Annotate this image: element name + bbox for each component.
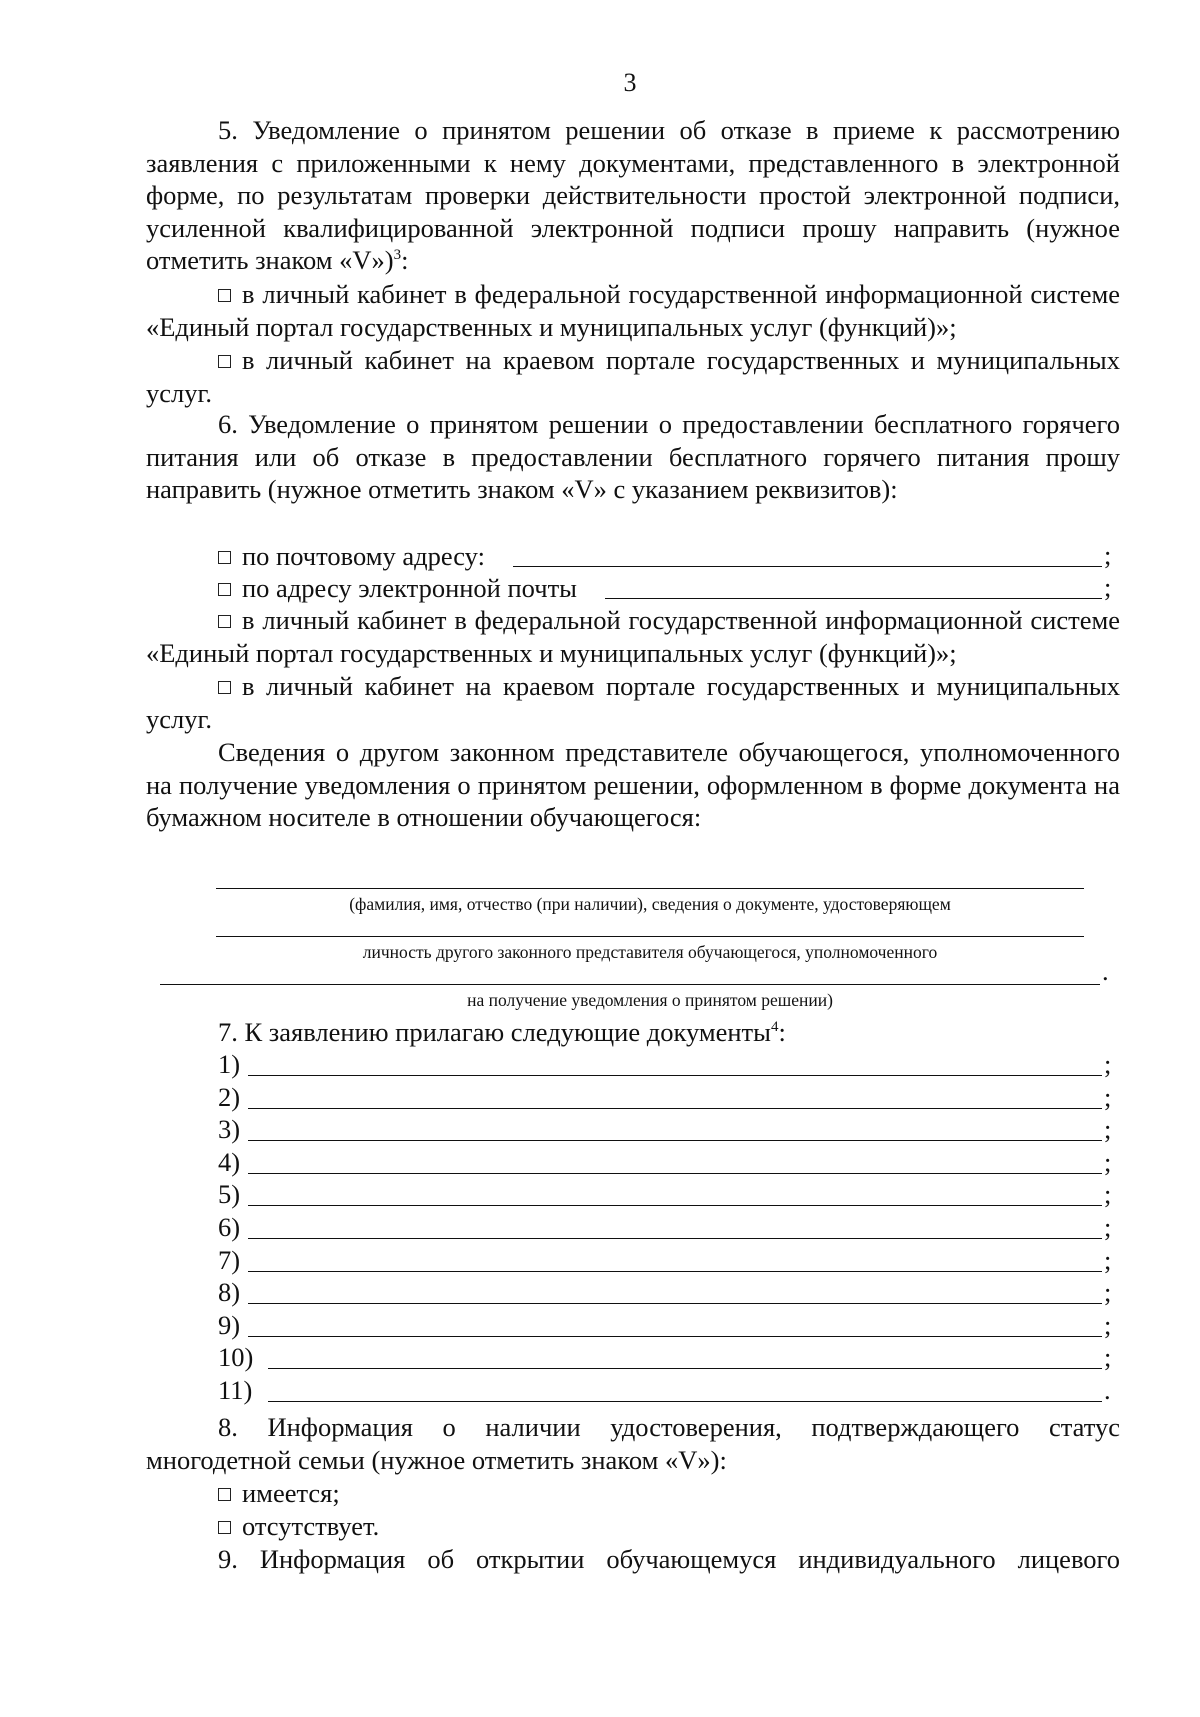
semicolon: ; xyxy=(1104,540,1112,570)
document-item-field[interactable] xyxy=(248,1108,1102,1109)
document-item-field[interactable] xyxy=(248,1140,1102,1141)
option-postal-row xyxy=(218,540,485,572)
document-item-field[interactable] xyxy=(248,1238,1102,1239)
document-item-field[interactable] xyxy=(268,1368,1102,1369)
option-no-certificate xyxy=(218,1510,379,1542)
section-5-option-krai xyxy=(146,344,1120,409)
representative-text: Сведения о другом законном представителе обучающегося, уполномоченного на получение уведомления о принятом решении, оформленном в форме документа на бумажном носителе в отношении обучающегося: xyxy=(146,737,1120,833)
caption-1: (фамилия, имя, отчество (при наличии), сведения о документе, удостоверяющем xyxy=(349,894,951,914)
document-item-number: 9) xyxy=(218,1309,241,1340)
document-item-field[interactable] xyxy=(248,1173,1102,1174)
option-has-certificate xyxy=(218,1477,340,1509)
checkbox[interactable] xyxy=(218,289,231,302)
document-item-end: ; xyxy=(1104,1212,1112,1242)
representative-field-1[interactable] xyxy=(216,888,1084,889)
document-item-number: 6) xyxy=(218,1212,241,1242)
checkbox[interactable] xyxy=(218,583,231,596)
option-label: в личный кабинет в федеральной государственной информационной системе «Единый портал государственных и муниципальных услуг (функций)»; xyxy=(146,279,1120,342)
caption-3: на получение уведомления о принятом решении) xyxy=(467,990,833,1010)
section-7-colon: : xyxy=(778,1017,786,1047)
document-item-end: ; xyxy=(1104,1146,1112,1177)
footnote-3: 3 xyxy=(393,247,402,264)
caption-2: личность другого законного представителя обучающегося, уполномоченного xyxy=(362,942,938,962)
representative-field-2[interactable] xyxy=(216,936,1084,937)
document-item-number: 4) xyxy=(218,1146,241,1177)
document-item-number: 11) xyxy=(218,1375,253,1405)
document-item-end: ; xyxy=(1104,1049,1112,1079)
section-5-body: 5. Уведомление о принятом решении об отказе в приеме к рассмотрению заявления с приложенными к нему документами, представленного в электронной форме, по результатам проверки действительности простой электронной подписи, усиленной квалифицированной электронной подписи прошу направить (нужное отметить знаком «V») xyxy=(146,115,1120,276)
option-label: в личный кабинет на краевом портале государственных и муниципальных услуг. xyxy=(146,671,1120,734)
section-6-option-gosuslugi xyxy=(146,604,1120,669)
option-email-label: по адресу электронной почты xyxy=(242,573,577,603)
section-8-text: 8. Информация о наличии удостоверения, подтверждающего статус многодетной семьи (нужное отметить знаком «V»): xyxy=(146,1412,1120,1475)
section-5-option-gosuslugi xyxy=(146,278,1120,343)
section-9-text: 9. Информация об открытии обучающемуся индивидуального лицевого xyxy=(218,1544,1120,1574)
document-item-number: 3) xyxy=(218,1114,241,1145)
checkbox[interactable] xyxy=(218,1521,231,1534)
document-item-end: ; xyxy=(1104,1114,1112,1145)
document-item-end: ; xyxy=(1104,1342,1112,1373)
document-item-end: ; xyxy=(1104,1244,1112,1275)
document-item-end: . xyxy=(1104,1375,1111,1405)
period: . xyxy=(1102,956,1109,986)
option-label: в личный кабинет на краевом портале государственных и муниципальных услуг. xyxy=(146,345,1120,408)
option-postal-label: по почтовому адресу: xyxy=(242,541,485,571)
document-item-number: 7) xyxy=(218,1244,241,1275)
document-item-end: ; xyxy=(1104,1277,1112,1308)
email-address-field[interactable] xyxy=(605,598,1102,599)
document-item-field[interactable] xyxy=(248,1336,1102,1337)
section-5-colon: : xyxy=(401,245,409,276)
checkbox[interactable] xyxy=(218,615,231,628)
document-item-field[interactable] xyxy=(248,1303,1102,1304)
page-number: 3 xyxy=(623,68,637,97)
document-item-number: 1) xyxy=(218,1049,241,1079)
representative-field-3[interactable] xyxy=(160,984,1100,985)
option-label: в личный кабинет в федеральной государственной информационной системе «Единый портал государственных и муниципальных услуг (функций)»; xyxy=(146,605,1120,668)
section-6-text: 6. Уведомление о принятом решении о предоставлении бесплатного горячего питания или об отказе в предоставлении бесплатного горячего питания прошу направить (нужное отметить знаком «V» с указанием реквизитов): xyxy=(146,409,1120,505)
section-7-title-text: 7. К заявлению прилагаю следующие документы xyxy=(218,1017,771,1047)
section-5-text xyxy=(146,114,1120,277)
option-no-label: отсутствует. xyxy=(242,1511,380,1541)
document-item-end: ; xyxy=(1104,1179,1112,1210)
postal-address-field[interactable] xyxy=(513,566,1102,567)
checkbox[interactable] xyxy=(218,551,231,564)
option-email-row xyxy=(218,572,577,604)
document-item-number: 5) xyxy=(218,1179,241,1210)
section-6-option-krai xyxy=(146,670,1120,735)
section-7-title xyxy=(218,1016,786,1048)
document-item-field[interactable] xyxy=(268,1401,1102,1402)
checkbox[interactable] xyxy=(218,681,231,694)
document-item-field[interactable] xyxy=(248,1075,1102,1076)
document-item-number: 10) xyxy=(218,1342,254,1373)
document-item-number: 8) xyxy=(218,1277,241,1308)
checkbox[interactable] xyxy=(218,1488,231,1501)
document-item-end: ; xyxy=(1104,1309,1112,1340)
semicolon: ; xyxy=(1104,572,1112,602)
footnote-4: 4 xyxy=(770,1019,779,1036)
option-yes-label: имеется; xyxy=(242,1478,340,1508)
checkbox[interactable] xyxy=(218,355,231,368)
document-item-end: ; xyxy=(1104,1081,1112,1112)
document-item-field[interactable] xyxy=(248,1205,1102,1206)
document-item-number: 2) xyxy=(218,1081,241,1112)
document-item-field[interactable] xyxy=(248,1271,1102,1272)
